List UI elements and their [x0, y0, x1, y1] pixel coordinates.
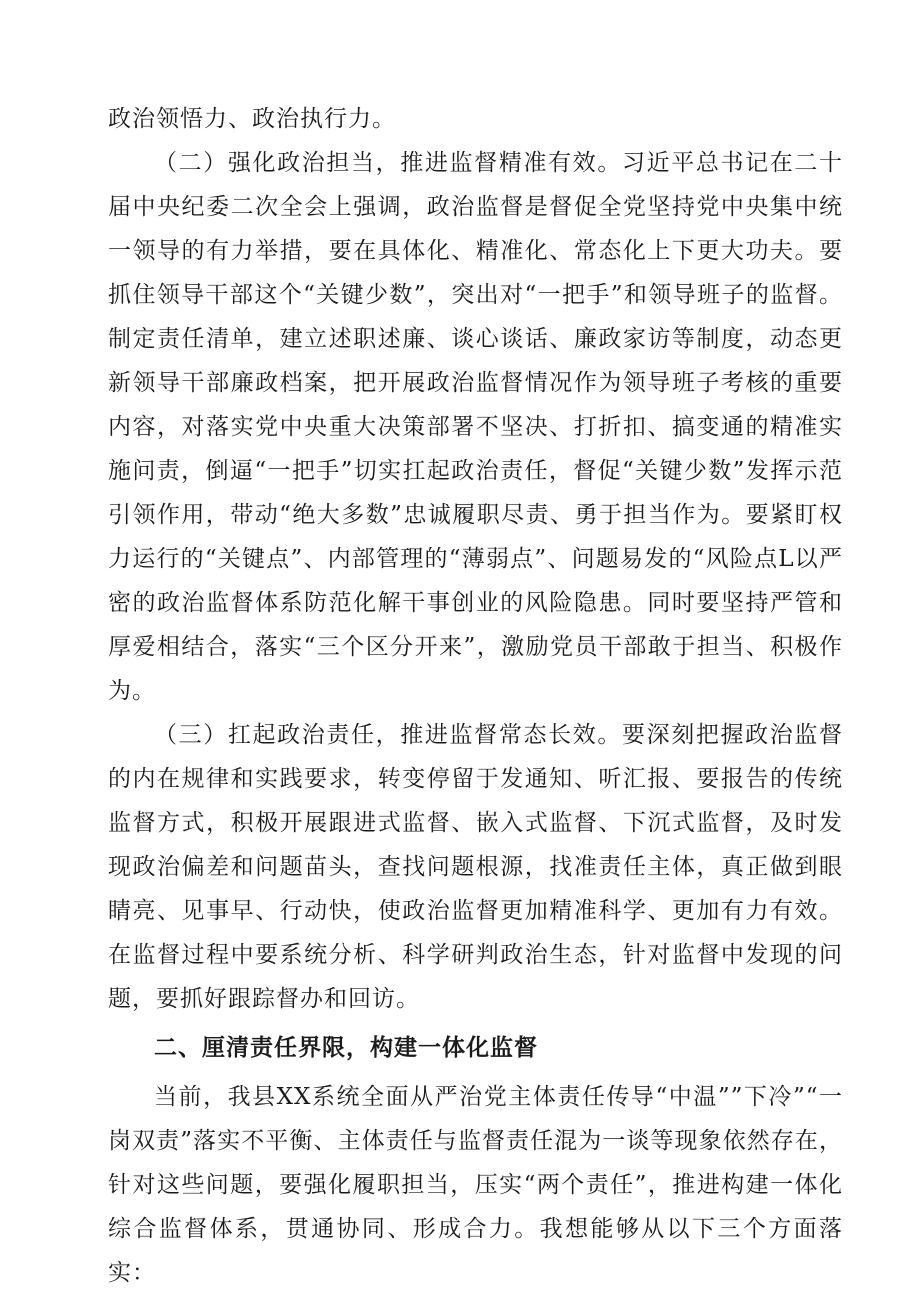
paragraph-section-3: （三）扛起政治责任，推进监督常态长效。要深刻把握政治监督的内在规律和实践要求，转变停留于发通知、听汇报、要报告的传统监督方式，积极开展跟进式监督、嵌入式监督、下沉式监督，及时发现政治偏差和问题苗头，查找问题根源，找准责任主体，真正做到眼睛亮、见事早、行动快，使政治监督更加精准科学、更加有力有效。在监督过程中要系统分析、科学研判政治生态，针对监督中发现的问题，要抓好跟踪督办和回访。: [108, 722, 843, 1012]
paragraph-intro: 当前，我县XX系统全面从严治党主体责任传导“中温””下冷”“一岗双责”落实不平衡、主体责任与监督责任混为一谈等现象依然存在，针对这些问题，要强化履职担当，压实“两个责任”，推进构建一体化综合监督体系，贯通协同、形成合力。我想能够从以下三个方面落实：: [108, 1084, 843, 1286]
paragraph-section-2: （二）强化政治担当，推进监督精准有效。习近平总书记在二十届中央纪委二次全会上强调，政治监督是督促全党坚持党中央集中统一领导的有力举措，要在具体化、精准化、常态化上下更大功夫。要抓住领导干部这个“关键少数”，突出对“一把手”和领导班子的监督。制定责任清单，建立述职述廉、谈心谈话、廉政家访等制度，动态更新领导干部廉政档案，把开展政治监督情况作为领导班子考核的重要内容，对落实党中央重大决策部署不坚决、打折扣、搞变通的精准实施问责，倒逼“一把手”切实扛起政治责任，督促“关键少数”发挥示范引领作用，带动“绝大多数”忠诚履职尽责、勇于担当作为。要紧盯权力运行的“关键点”、内部管理的“薄弱点”、问题易发的“风险点L以严密的政治监督体系防范化解干事创业的风险隐患。同时要坚持严管和厚爱相结合，落实“三个区分开来”，激励党员干部敢于担当、积极作为。: [108, 150, 843, 704]
document-body: [108, 97, 843, 1295]
section-heading: 二、厘清责任界限，构建一体化监督: [154, 1035, 538, 1061]
paragraph-continuation: 政治领悟力、政治执行力。: [108, 106, 396, 132]
